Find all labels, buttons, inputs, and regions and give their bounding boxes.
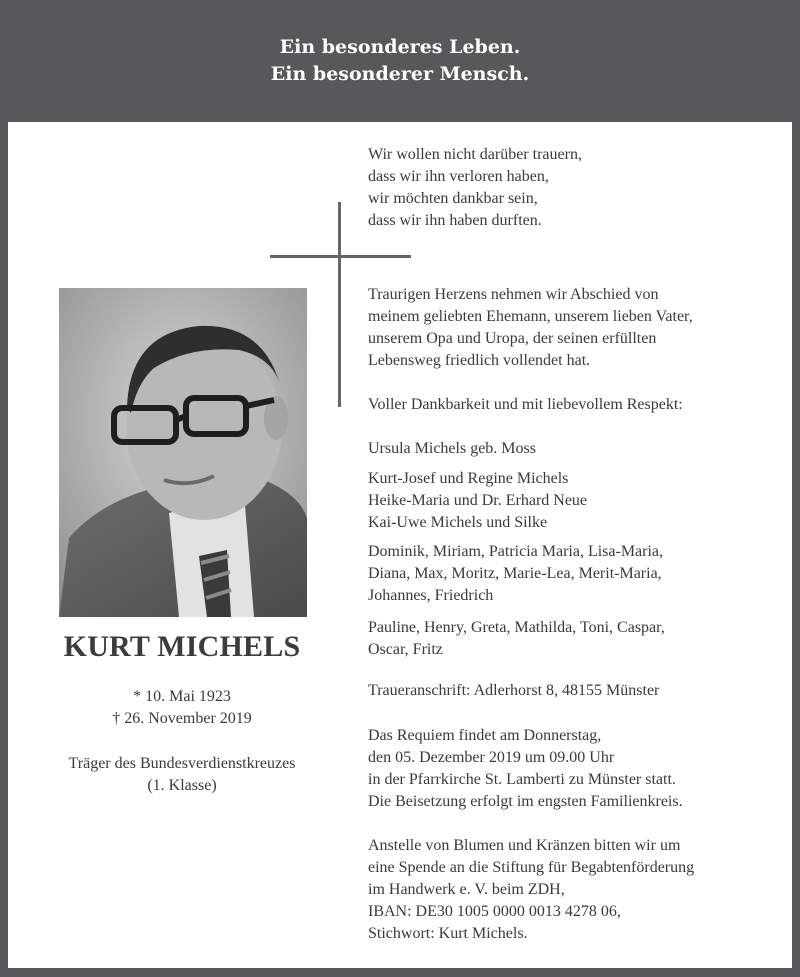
poem (368, 144, 788, 232)
donation-line: IBAN: DE30 1005 0000 0013 4278 06, (368, 903, 621, 920)
deceased-name: KURT MICHELS (63, 630, 301, 663)
announcement-line: unserem Opa und Uropa, der seinen erfüllten (368, 330, 657, 347)
obituary-card (8, 122, 792, 968)
portrait-photo (59, 288, 307, 617)
announcement-line: Traurigen Herzens nehmen wir Abschied von (368, 286, 659, 303)
life-dates (8, 686, 356, 730)
requiem-line: Das Requiem findet am Donnerstag, (368, 727, 602, 744)
donation (368, 835, 788, 945)
header-line-1: Ein besonderes Leben. (279, 36, 521, 58)
donation-line: Stichwort: Kurt Michels. (368, 925, 528, 942)
announcement (368, 284, 788, 372)
family-member: Ursula Michels geb. Moss (368, 440, 536, 457)
family-great-grandchildren (368, 617, 788, 661)
death-date: † 26. November 2019 (112, 710, 252, 727)
honor-line-1: Träger des Bundesverdienstkreuzes (68, 755, 296, 772)
honor (8, 753, 356, 797)
gratitude (368, 394, 788, 416)
address-line: Traueranschrift: Adlerhorst 8, 48155 Münster (368, 682, 660, 699)
announcement-line: meinem geliebten Ehemann, unserem lieben Vater, (368, 308, 693, 325)
family-member: Pauline, Henry, Greta, Mathilda, Toni, Caspar, (368, 619, 665, 636)
family-member: Dominik, Miriam, Patricia Maria, Lisa-Maria, (368, 543, 664, 560)
family-member: Diana, Max, Moritz, Marie-Lea, Merit-Maria, (368, 565, 662, 582)
donation-line: im Handwerk e. V. beim ZDH, (368, 881, 565, 898)
donation-line: eine Spende an die Stiftung für Begabtenförderung (368, 859, 695, 876)
requiem-line: den 05. Dezember 2019 um 09.00 Uhr (368, 749, 615, 766)
family-member: Heike-Maria und Dr. Erhard Neue (368, 492, 588, 509)
family-grandchildren (368, 541, 788, 607)
announcement-line: Lebensweg friedlich vollendet hat. (368, 352, 591, 369)
family-member: Johannes, Friedrich (368, 587, 494, 604)
family-member: Oscar, Fritz (368, 641, 443, 658)
family-spouse (368, 438, 788, 460)
birth-date: * 10. Mai 1923 (133, 688, 231, 705)
poem-line: dass wir ihn haben durften. (368, 212, 542, 229)
cross-icon-horizontal (270, 255, 411, 258)
family-children (368, 468, 788, 534)
poem-line: dass wir ihn verloren haben, (368, 168, 549, 185)
family-member: Kurt-Josef und Regine Michels (368, 470, 569, 487)
honor-line-2: (1. Klasse) (147, 777, 217, 794)
requiem (368, 725, 788, 813)
requiem-line: in der Pfarrkirche St. Lamberti zu Münster statt. (368, 771, 676, 788)
poem-line: Wir wollen nicht darüber trauern, (368, 146, 582, 163)
header-banner (0, 0, 800, 122)
gratitude-line: Voller Dankbarkeit und mit liebevollem Respekt: (368, 396, 683, 413)
cross-icon-vertical (338, 202, 341, 407)
family-member: Kai-Uwe Michels und Silke (368, 514, 548, 531)
donation-line: Anstelle von Blumen und Kränzen bitten wir um (368, 837, 681, 854)
poem-line: wir möchten dankbar sein, (368, 190, 538, 207)
header-line-2: Ein besonderer Mensch. (270, 63, 530, 85)
requiem-line: Die Beisetzung erfolgt im engsten Familienkreis. (368, 793, 683, 810)
mourning-address (368, 680, 788, 702)
portrait-image (59, 288, 307, 617)
